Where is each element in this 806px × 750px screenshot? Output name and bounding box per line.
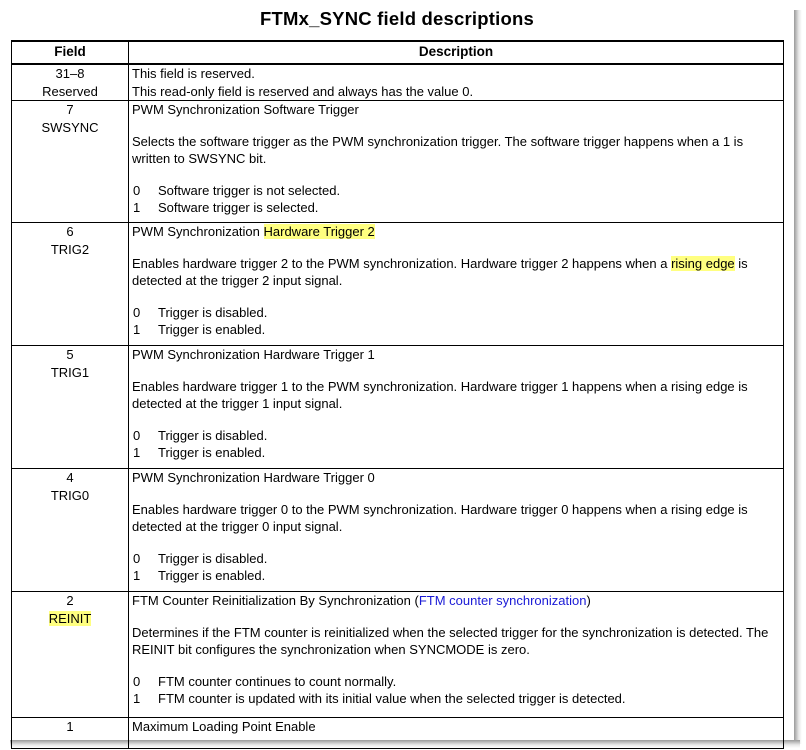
table-row <box>12 592 784 718</box>
option-text: Trigger is enabled. <box>158 322 266 337</box>
page-shadow-right <box>794 10 802 744</box>
option-value: 0 <box>133 550 141 566</box>
description-cell <box>129 223 784 346</box>
option-value: 1 <box>133 200 141 215</box>
option-text: FTM counter continues to count normally. <box>158 673 397 689</box>
heading-text: ) <box>586 593 591 608</box>
option-text: Trigger is disabled. <box>158 427 268 443</box>
field-cell <box>12 469 129 592</box>
description-heading: PWM Synchronization Hardware Trigger 0 <box>132 470 375 485</box>
header-field: Field <box>12 41 129 64</box>
option-1 <box>132 199 780 217</box>
option-0 <box>132 673 780 691</box>
option-value: 0 <box>133 427 141 443</box>
table-title: FTMx_SYNC field descriptions <box>260 8 534 29</box>
description-body: Selects the software trigger as the PWM synchronization trigger. The software trigger happens when a 1 is written to SWSYNC bit. <box>132 133 744 166</box>
option-1 <box>132 690 780 708</box>
description-line: This field is reserved. <box>132 66 255 81</box>
description-body: Determines if the FTM counter is reinitialized when the selected trigger for the synchronization is detected. The REINIT bit configures the synchronization when SYNCMODE is zero. <box>132 624 769 657</box>
field-bits: 7 <box>66 102 74 117</box>
field-cell <box>12 223 129 346</box>
description-cell <box>129 64 784 101</box>
description-cell <box>129 101 784 223</box>
field-name: TRIG2 <box>50 241 90 257</box>
description-cell <box>129 718 784 749</box>
table-row <box>12 718 784 749</box>
field-cell <box>12 64 129 101</box>
option-value: 1 <box>133 322 141 337</box>
field-name: TRIG1 <box>50 364 90 380</box>
ftm-counter-sync-link[interactable]: FTM counter synchronization <box>418 593 587 608</box>
option-0 <box>132 182 780 200</box>
description-heading: PWM Synchronization Hardware Trigger 1 <box>132 347 375 362</box>
table-row <box>12 223 784 346</box>
option-0 <box>132 427 780 445</box>
field-bits: 2 <box>66 593 74 608</box>
option-value: 0 <box>133 304 141 320</box>
highlighted-text: Hardware Trigger 2 <box>263 224 375 239</box>
heading-text: FTM Counter Reinitialization By Synchronization ( <box>132 593 419 608</box>
description-cell <box>129 469 784 592</box>
description-heading <box>132 592 780 610</box>
option-text: FTM counter is updated with its initial value when the selected trigger is detected. <box>158 691 626 706</box>
description-cell <box>129 592 784 718</box>
option-0 <box>132 550 780 568</box>
option-text: Trigger is enabled. <box>158 568 266 583</box>
option-value: 1 <box>133 445 141 460</box>
option-text: Software trigger is selected. <box>158 200 319 215</box>
field-name: Reserved <box>42 83 98 99</box>
highlighted-text: rising edge <box>671 255 735 271</box>
field-bits: 4 <box>66 470 74 485</box>
table-row <box>12 469 784 592</box>
option-text: Software trigger is not selected. <box>158 182 341 198</box>
highlighted-field-name: REINIT <box>48 610 92 626</box>
field-cell <box>12 101 129 223</box>
table-row <box>12 346 784 469</box>
option-text: Trigger is disabled. <box>158 550 268 566</box>
field-cell <box>12 346 129 469</box>
description-body: Enables hardware trigger 0 to the PWM synchronization. Hardware trigger 0 happens when a rising edge is detected at the trigger 0 input signal. <box>132 501 748 534</box>
option-1 <box>132 321 780 339</box>
option-0 <box>132 304 780 322</box>
field-bits: 31–8 <box>55 66 85 81</box>
field-name: SWSYNC <box>41 119 99 135</box>
option-1 <box>132 444 780 462</box>
description-line: This read-only field is reserved and always has the value 0. <box>132 83 474 99</box>
field-bits: 6 <box>66 224 74 239</box>
field-descriptions-table <box>11 40 784 749</box>
description-heading: Maximum Loading Point Enable <box>132 719 316 734</box>
description-heading <box>132 223 780 241</box>
field-name: TRIG0 <box>50 487 90 503</box>
body-text: Enables hardware trigger 2 to the PWM synchronization. Hardware trigger 2 happens when a <box>132 255 672 271</box>
field-bits: 1 <box>66 719 74 734</box>
table-row <box>12 64 784 101</box>
field-cell <box>12 718 129 749</box>
option-value: 0 <box>133 673 141 689</box>
body-text: is detected at the trigger 2 input signal. <box>132 255 748 288</box>
field-name <box>14 610 126 628</box>
option-text: Trigger is enabled. <box>158 445 266 460</box>
table-header-row <box>12 41 784 64</box>
description-body <box>132 255 780 290</box>
field-cell <box>12 592 129 718</box>
description-body: Enables hardware trigger 1 to the PWM synchronization. Hardware trigger 1 happens when a rising edge is detected at the trigger 1 input signal. <box>132 378 748 411</box>
option-value: 1 <box>133 691 141 706</box>
option-value: 1 <box>133 568 141 583</box>
table-row <box>12 101 784 223</box>
option-text: Trigger is disabled. <box>158 304 268 320</box>
heading-text: PWM Synchronization <box>132 224 264 239</box>
header-description: Description <box>129 41 784 64</box>
option-value: 0 <box>133 182 141 198</box>
description-heading: PWM Synchronization Software Trigger <box>132 102 359 117</box>
description-cell <box>129 346 784 469</box>
field-bits: 5 <box>66 347 74 362</box>
option-1 <box>132 567 780 585</box>
